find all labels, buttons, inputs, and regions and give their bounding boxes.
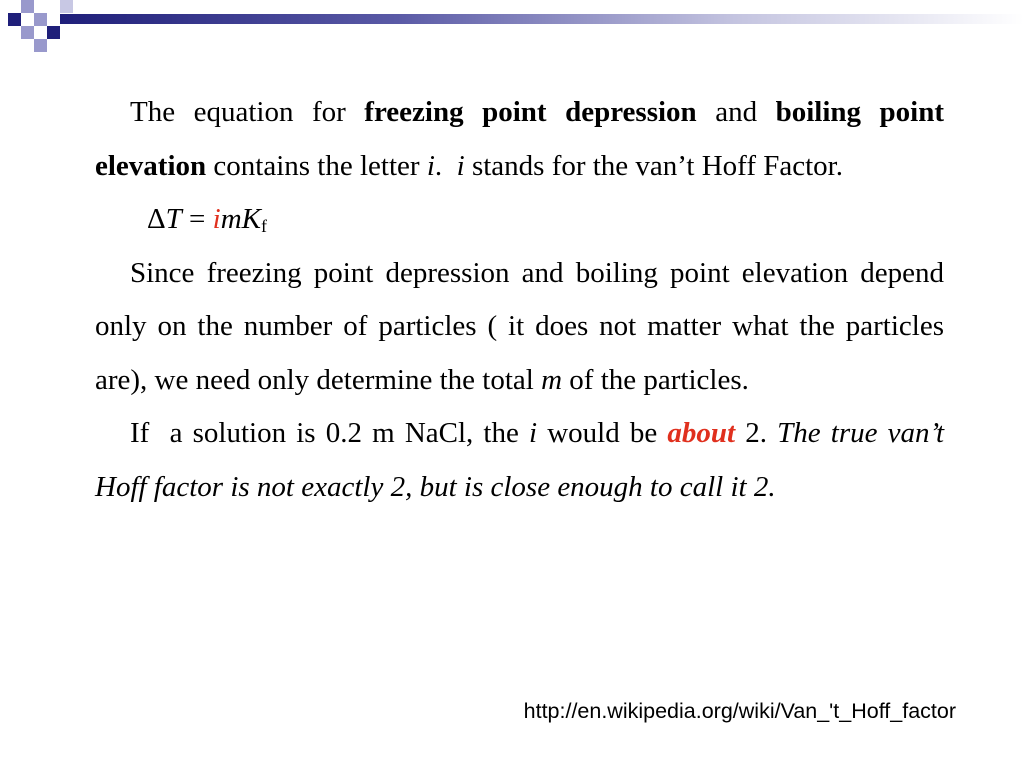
corner-square-lavender-1 bbox=[21, 0, 34, 13]
corner-square-lavender-4 bbox=[34, 39, 47, 52]
text: contains the letter bbox=[206, 149, 427, 182]
variable-m: m bbox=[220, 203, 242, 235]
variable-m: m bbox=[541, 363, 563, 396]
text: of the particles. bbox=[562, 363, 749, 396]
variable-i: i bbox=[456, 149, 465, 182]
delta-symbol: Δ bbox=[147, 203, 166, 235]
text: and bbox=[696, 96, 776, 128]
text: The equation for bbox=[130, 96, 365, 128]
term-boiling-point-elevation: boiling point elevation bbox=[95, 96, 944, 182]
text: Since freezing point depression and boiling point elevation depend only on the number of particles ( it does not matter what the particles are), we need only determine the total bbox=[95, 256, 944, 396]
variable-i: i bbox=[529, 417, 538, 449]
term-freezing-point-depression: freezing point depression bbox=[364, 96, 697, 128]
equals-sign: = bbox=[181, 203, 213, 235]
emphasis-about: about bbox=[667, 417, 736, 449]
variable-K: K bbox=[241, 203, 262, 235]
paragraph-2 bbox=[95, 247, 944, 408]
corner-square-lavender-2 bbox=[34, 13, 47, 26]
text: stands for the van’t Hoff Factor. bbox=[464, 149, 843, 182]
variable-i-highlight: i bbox=[212, 203, 221, 235]
italic-note: The true van’t Hoff factor is not exactly 2, but is close enough to call it 2. bbox=[95, 417, 945, 503]
paragraph-3 bbox=[95, 407, 944, 514]
text: 2. bbox=[735, 417, 778, 449]
equation bbox=[95, 193, 944, 247]
corner-square-lavender-3 bbox=[21, 26, 34, 39]
corner-square-lavender-5 bbox=[60, 0, 73, 13]
text: . bbox=[434, 149, 457, 182]
variable-T: T bbox=[165, 203, 182, 235]
corner-square-navy-2 bbox=[47, 26, 60, 39]
text: If a solution is 0.2 m NaCl, the bbox=[130, 417, 530, 449]
text: would be bbox=[537, 417, 668, 449]
variable-i: i bbox=[426, 149, 435, 182]
slide-body bbox=[95, 86, 944, 514]
source-url[interactable]: http://en.wikipedia.org/wiki/Van_'t_Hoff_factor bbox=[523, 699, 956, 723]
paragraph-1 bbox=[95, 86, 944, 193]
header-gradient-bar bbox=[60, 14, 1024, 24]
corner-square-navy-1 bbox=[8, 13, 21, 26]
subscript-f: f bbox=[261, 216, 268, 236]
